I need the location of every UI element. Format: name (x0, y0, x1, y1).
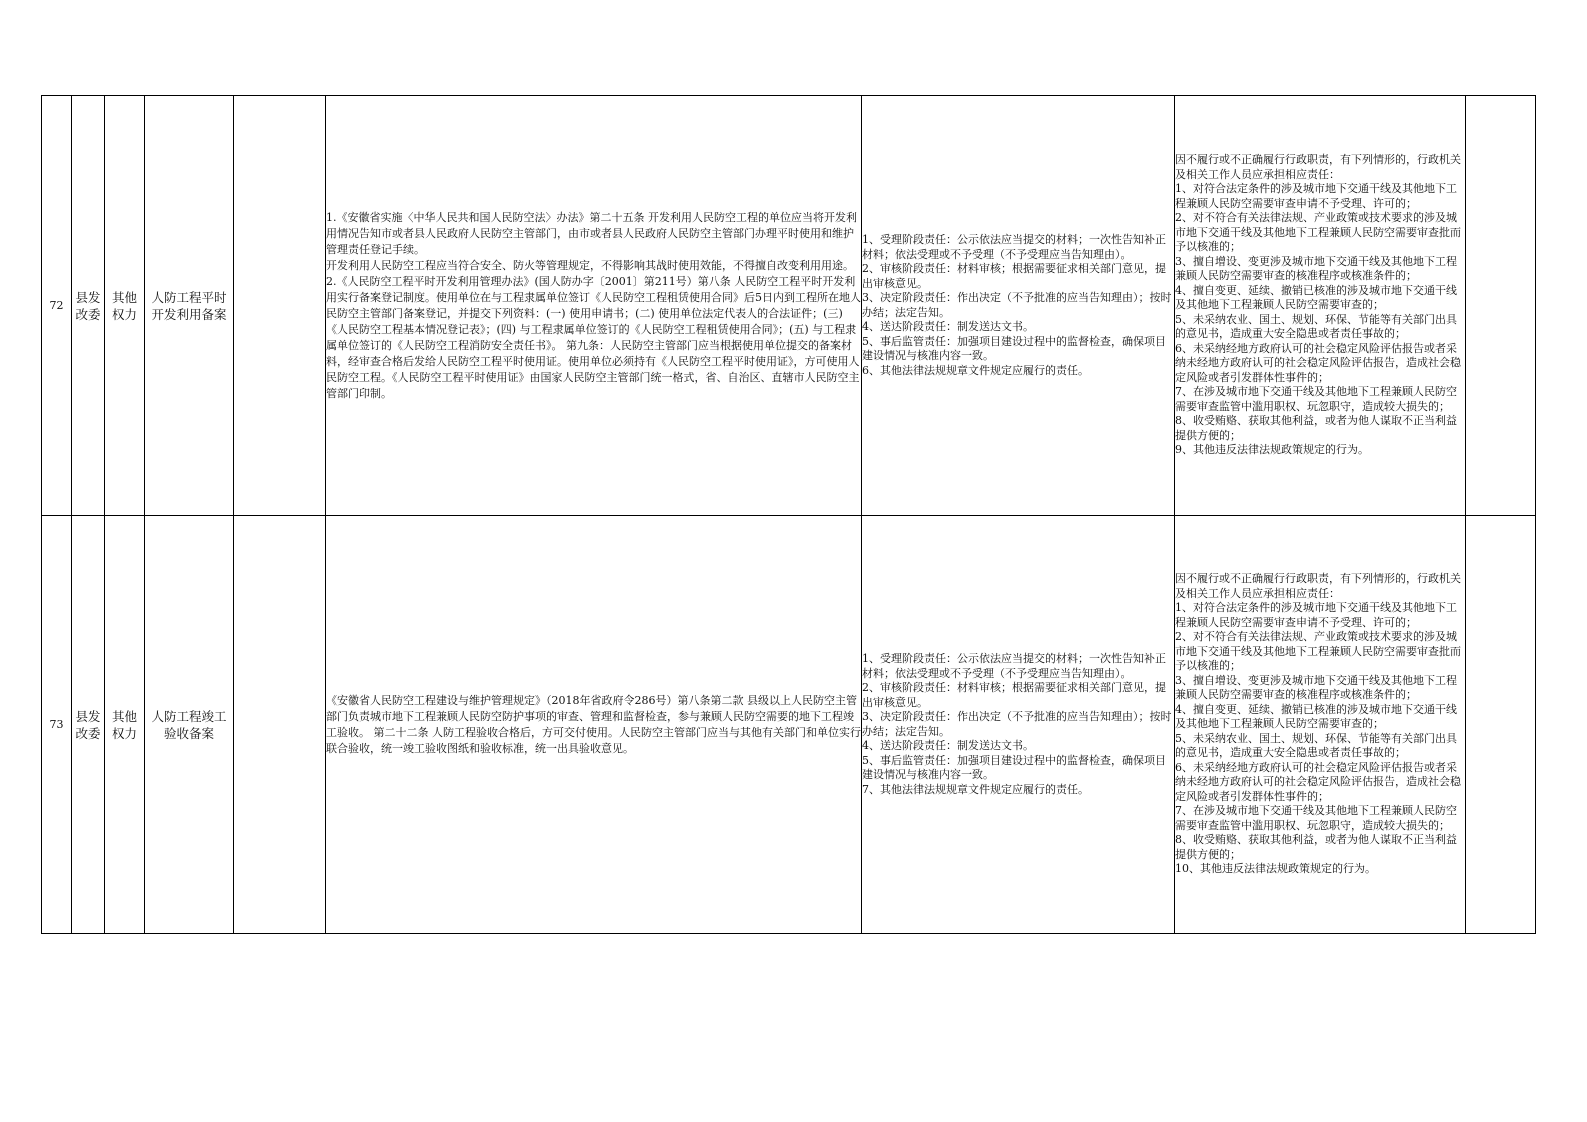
responsibility-item: 1、受理阶段责任：公示依法应当提交的材料；一次性告知补正材料；依法受理或不予受理（不予受理应当告知理由）。 (862, 233, 1166, 261)
responsibility-cell (862, 516, 1175, 934)
legal-basis-cell (326, 516, 862, 934)
table-row (42, 516, 1536, 934)
accountability-item: 5、未采纳农业、国土、规划、环保、节能等有关部门出具的意见书，造成重大安全隐患或者责任事故的； (1175, 731, 1457, 760)
accountability-item: 6、未采纳经地方政府认可的社会稳定风险评估报告或者采纳未经地方政府认可的社会稳定风险评估报告，造成社会稳定风险或者引发群体性事件的； (1175, 341, 1461, 384)
accountability-item: 4、擅自变更、延续、撤销已核准的涉及城市地下交通干线及其他地下工程兼顾人民防空需要审查的； (1175, 283, 1457, 312)
accountability-item: 3、擅自增设、变更涉及城市地下交通干线及其他地下工程兼顾人民防空需要审查的核准程序或核准条件的； (1175, 673, 1457, 702)
accountability-item: 8、收受贿赂、获取其他利益，或者为他人谋取不正当利益提供方便的； (1175, 833, 1457, 861)
accountability-item: 10、其他违反法律法规政策规定的行为。 (1175, 862, 1376, 876)
responsibility-item: 5、事后监管责任：加强项目建设过程中的监督检查，确保项目建设情况与核准内容一致。 (862, 753, 1166, 781)
accountability-item: 1、对符合法定条件的涉及城市地下交通干线及其他地下工程兼顾人民防空需要审查申请不予受理、许可的； (1175, 601, 1457, 629)
power-type-cell (105, 96, 145, 516)
accountability-item: 8、收受贿赂、获取其他利益，或者为他人谋取不正当利益提供方便的； (1175, 414, 1457, 442)
department-line: 改委 (75, 725, 101, 741)
accountability-item: 9、其他违反法律法规政策规定的行为。 (1175, 443, 1369, 457)
accountability-item: 7、在涉及城市地下交通干线及其他地下工程兼顾人民防空需要审查监管中滥用职权、玩忽职守，造成较大损失的； (1175, 385, 1457, 413)
responsibility-item: 5、事后监管责任：加强项目建设过程中的监督检查，确保项目建设情况与核准内容一致。 (862, 334, 1166, 362)
item-name-line: 验收备案 (163, 725, 214, 741)
accountability-cell (1175, 516, 1466, 934)
accountability-item: 1、对符合法定条件的涉及城市地下交通干线及其他地下工程兼顾人民防空需要审查申请不予受理、许可的； (1175, 182, 1457, 210)
responsibility-item: 6、其他法律法规规章文件规定应履行的责任。 (862, 363, 1089, 377)
power-type-line: 其他 (111, 289, 137, 305)
empty-cell (234, 516, 326, 934)
item-name-cell (145, 96, 234, 516)
department-line: 县发 (75, 289, 101, 305)
department-line: 改委 (75, 306, 101, 322)
responsibility-cell (862, 96, 1175, 516)
power-type-line: 其他 (111, 708, 137, 724)
item-name-line: 开发利用备案 (151, 306, 227, 322)
accountability-item: 因不履行或不正确履行行政职责，有下列情形的，行政机关及相关工作人员应承担相应责任： (1175, 572, 1461, 600)
department-line: 县发 (75, 708, 101, 724)
legal-basis-paragraph: 1.《安徽省实施〈中华人民共和国人民防空法〉办法》第二十五条 开发利用人民防空工程的单位应当将开发利用情况告知市或者县人民政府人民防空主管部门，由市或者县人民政府人民防空主管部门办理平时使用和维护管理责任登记手续。 (326, 210, 857, 256)
responsibility-item: 2、审核阶段责任：材料审核；根据需要征求相关部门意见，提出审核意见。 (862, 262, 1166, 290)
remark-cell (1466, 96, 1536, 516)
legal-basis-paragraph: 开发利用人民防空工程应当符合安全、防火等管理规定，不得影响其战时使用效能，不得擅自改变利用用途。 (326, 258, 854, 272)
accountability-item: 2、对不符合有关法律法规、产业政策或技术要求的涉及城市地下交通干线及其他地下工程兼顾人民防空需要审查批而予以核准的； (1175, 211, 1461, 254)
responsibility-item: 3、决定阶段责任：作出决定（不予批准的应当告知理由）；按时办结；法定告知。 (862, 291, 1172, 319)
power-list-table (41, 95, 1536, 934)
power-type-line: 权力 (111, 306, 137, 322)
accountability-item: 6、未采纳经地方政府认可的社会稳定风险评估报告或者采纳未经地方政府认可的社会稳定风险评估报告，造成社会稳定风险或者引发群体性事件的； (1175, 760, 1461, 803)
accountability-item: 4、擅自变更、延续、撤销已核准的涉及城市地下交通干线及其他地下工程兼顾人民防空需要审查的； (1175, 702, 1457, 731)
responsibility-item: 7、其他法律法规规章文件规定应履行的责任。 (862, 782, 1089, 796)
table-row (42, 96, 1536, 516)
item-name-line: 人防工程平时 (151, 289, 227, 305)
accountability-cell (1175, 96, 1466, 516)
item-name-line: 人防工程竣工 (151, 708, 227, 724)
row-number: 73 (42, 516, 72, 934)
accountability-item: 3、擅自增设、变更涉及城市地下交通干线及其他地下工程兼顾人民防空需要审查的核准程序或核准条件的； (1175, 254, 1457, 283)
legal-basis-paragraph: 《安徽省人民防空工程建设与维护管理规定》（2018年省政府令286号）第八条第二款 县级以上人民防空主管部门负责城市地下工程兼顾人民防空防护事项的审查、管理和监督检查，参与兼顾人民防空需要的地下工程竣工验收。 第二十二条 人防工程验收合格后，方可交付使用。人民防空主管部门应当与其他有关部门和单位实行联合验收，统一竣工验收图纸和验收标准，统一出具验收意见。 (326, 693, 861, 755)
legal-basis-paragraph: 2.《人民防空工程平时开发利用管理办法》(国人防办字〔2001〕第211号）第八条 人民防空工程平时开发利用实行备案登记制度。使用单位在与工程隶属单位签订《人民防空工程租赁使用合同》后5日内到工程所在地人民防空主管部门备案登记，并提交下列资料：(一) 使用申请书；(二) 使用单位法定代表人的合法证件；(三)《人民防空工程基本情况登记表》；(四) 与工程隶属单位签订的《人民防空工程租赁使用合同》；(五) 与工程隶属单位签订的《人民防空工程消防安全责任书》。 第九条：人民防空主管部门应当根据使用单位提交的备案材料，经审查合格后发给人民防空工程平时使用证。使用单位必须持有《人民防空工程平时使用证》，方可使用人民防空工程。《人民防空工程平时使用证》由国家人民防空主管部门统一格式，省、自治区、直辖市人民防空主管部门印制。 (326, 274, 861, 400)
department-cell (72, 96, 105, 516)
accountability-item: 2、对不符合有关法律法规、产业政策或技术要求的涉及城市地下交通干线及其他地下工程兼顾人民防空需要审查批而予以核准的； (1175, 630, 1461, 673)
responsibility-item: 1、受理阶段责任：公示依法应当提交的材料；一次性告知补正材料；依法受理或不予受理（不予受理应当告知理由）。 (862, 652, 1166, 680)
responsibility-item: 4、送达阶段责任：制发送达文书。 (862, 739, 1034, 752)
accountability-item: 5、未采纳农业、国土、规划、环保、节能等有关部门出具的意见书，造成重大安全隐患或者责任事故的； (1175, 312, 1457, 341)
empty-cell (234, 96, 326, 516)
remark-cell (1466, 516, 1536, 934)
department-cell (72, 516, 105, 934)
power-type-line: 权力 (111, 725, 137, 741)
row-number: 72 (42, 96, 72, 516)
accountability-item: 7、在涉及城市地下交通干线及其他地下工程兼顾人民防空需要审查监管中滥用职权、玩忽职守，造成较大损失的； (1175, 804, 1457, 832)
responsibility-item: 4、送达阶段责任：制发送达文书。 (862, 320, 1034, 333)
legal-basis-cell (326, 96, 862, 516)
item-name-cell (145, 516, 234, 934)
accountability-item: 因不履行或不正确履行行政职责，有下列情形的，行政机关及相关工作人员应承担相应责任： (1175, 153, 1461, 181)
responsibility-item: 2、审核阶段责任：材料审核；根据需要征求相关部门意见，提出审核意见。 (862, 681, 1166, 709)
responsibility-item: 3、决定阶段责任：作出决定（不予批准的应当告知理由）；按时办结；法定告知。 (862, 710, 1172, 738)
power-type-cell (105, 516, 145, 934)
